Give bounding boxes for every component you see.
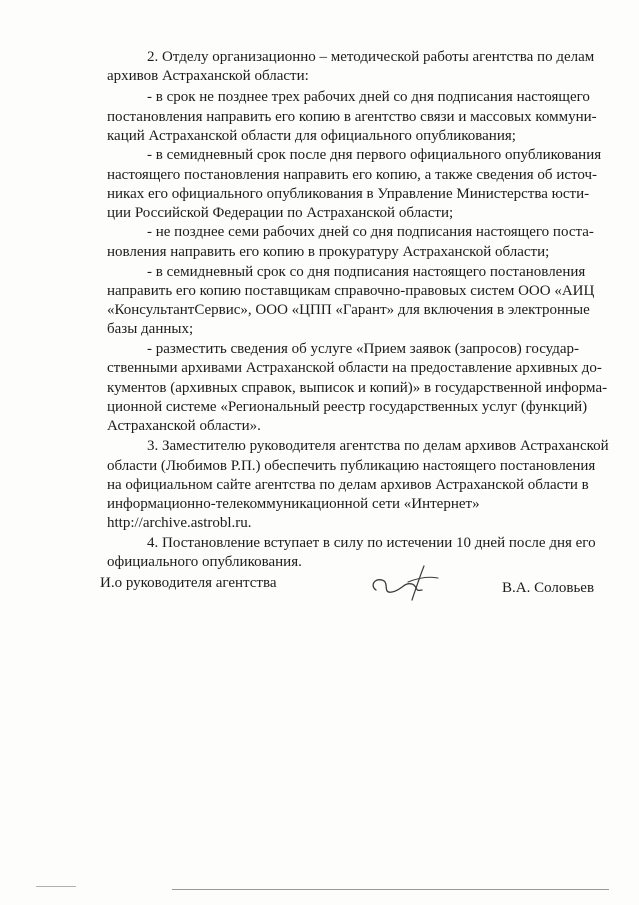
text-line: - не позднее семи рабочих дней со дня подписания настоящего поста- bbox=[147, 224, 594, 240]
text-line: направить его копию поставщикам справочно-правовых систем ООО «АИЦ bbox=[107, 283, 595, 299]
signatory-position: И.о руководителя агентства bbox=[100, 575, 277, 591]
text-line: 2. Отделу организационно – методической работы агентства по делам bbox=[147, 49, 595, 65]
text-line: базы данных; bbox=[107, 321, 194, 337]
text-line: официального опубликования. bbox=[107, 554, 302, 570]
text-line: области (Любимов Р.П.) обеспечить публикацию настоящего постановления bbox=[107, 458, 596, 474]
text-line: на официальном сайте агентства по делам архивов Астраханской области в bbox=[107, 477, 589, 493]
scan-edge-line bbox=[172, 889, 609, 890]
text-line: новления направить его копию в прокуратуру Астраханской области; bbox=[107, 244, 550, 260]
text-line: ционной системе «Региональный реестр государственных услуг (функций) bbox=[107, 399, 588, 415]
text-line: «КонсультантСервис», ООО «ЦПП «Гарант» для включения в электронные bbox=[107, 302, 590, 318]
text-line: ственными архивами Астраханской области на предоставление архивных до- bbox=[107, 360, 602, 376]
text-line: - в семидневный срок со дня подписания настоящего постановления bbox=[147, 264, 586, 280]
text-line: 4. Постановление вступает в силу по истечении 10 дней после дня его bbox=[147, 535, 596, 551]
handwritten-signature bbox=[368, 560, 448, 605]
text-line: Астраханской области». bbox=[107, 418, 261, 434]
text-line: настоящего постановления направить его копию, а также сведения об источ- bbox=[107, 167, 598, 183]
scan-edge-line bbox=[36, 886, 76, 887]
text-line: ции Российской Федерации по Астраханской области; bbox=[107, 205, 454, 221]
text-line: 3. Заместителю руководителя агентства по делам архивов Астраханской bbox=[147, 438, 609, 454]
text-line: никах его официального опубликования в Управление Министерства юсти- bbox=[107, 186, 590, 202]
text-line: кументов (архивных справок, выписок и копий)» в государственной информа- bbox=[107, 380, 608, 396]
signatory-name: В.А. Соловьев bbox=[502, 580, 595, 596]
text-line: архивов Астраханской области: bbox=[107, 68, 309, 84]
text-line: http://archive.astrobl.ru. bbox=[107, 515, 252, 531]
text-line: - в срок не позднее трех рабочих дней со дня подписания настоящего bbox=[147, 89, 590, 105]
text-line: каций Астраханской области для официального опубликования; bbox=[107, 128, 516, 144]
text-line: постановления направить его копию в агентство связи и массовых коммуни- bbox=[107, 109, 597, 125]
text-line: - в семидневный срок после дня первого официального опубликования bbox=[147, 147, 602, 163]
text-line: информационно-телекоммуникационной сети «Интернет» bbox=[107, 496, 480, 512]
text-line: - разместить сведения об услуге «Прием заявок (запросов) государ- bbox=[147, 341, 579, 357]
